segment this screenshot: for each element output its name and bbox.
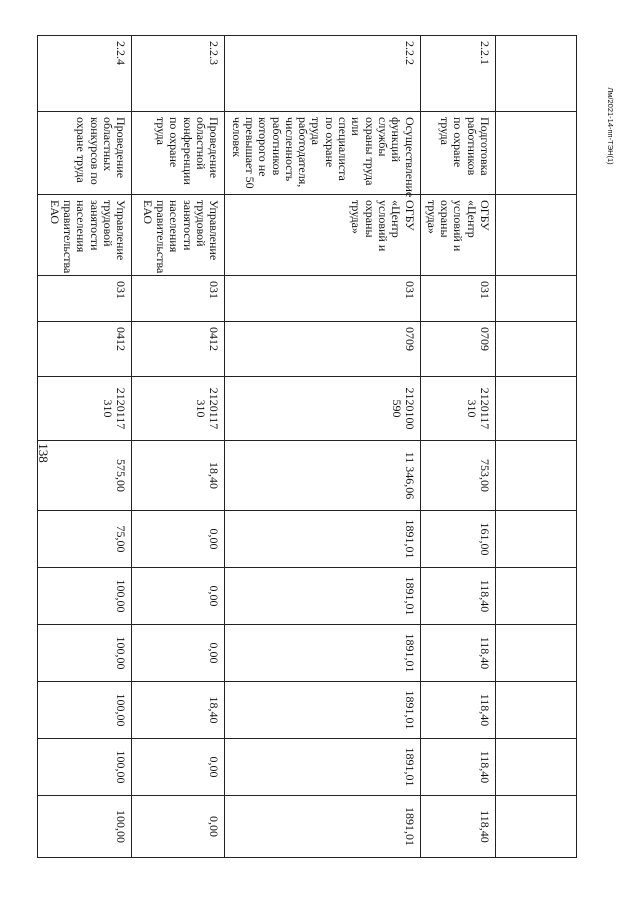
cell-value: 753,00 xyxy=(420,441,495,511)
cell-number xyxy=(496,36,577,112)
cell-value: 1891,01 xyxy=(225,739,420,796)
cell-value: 100,00 xyxy=(38,625,132,682)
cell-value: 1891,01 xyxy=(225,796,420,858)
cell-number: 2.2.2 xyxy=(225,36,420,112)
cell-number: 2.2.4 xyxy=(38,36,132,112)
cell-csr: 2120117 310 xyxy=(420,377,495,441)
cell-grbs: 031 xyxy=(132,276,225,322)
cell-value: 100,00 xyxy=(38,568,132,625)
table-row xyxy=(38,36,132,858)
table-row xyxy=(225,36,420,858)
cell-rz: 0412 xyxy=(38,322,132,377)
cell-value: 118,40 xyxy=(420,625,495,682)
cell-value: 1891,01 xyxy=(225,682,420,739)
cell-value: 100,00 xyxy=(38,796,132,858)
table-container xyxy=(47,35,577,857)
cell-grbs: 031 xyxy=(225,276,420,322)
cell-number: 2.2.3 xyxy=(132,36,225,112)
cell-executor: ОГБУ «Центр условий и охраны труда» xyxy=(420,195,495,276)
cell-value: 18,40 xyxy=(132,441,225,511)
cell-value: 1891,01 xyxy=(225,625,420,682)
document-code: Лм/2021-14-пп-ТЭН(1) xyxy=(606,87,615,165)
cell-value: 1891,01 xyxy=(225,568,420,625)
cell-name: Подготовка работников по охране труда xyxy=(420,112,495,195)
cell-value: 161,00 xyxy=(420,511,495,568)
cell-name: Проведение областных конкурсов по охране труда xyxy=(38,112,132,195)
cell-value: 0,00 xyxy=(132,625,225,682)
cell-csr xyxy=(496,377,577,441)
cell-rz xyxy=(496,322,577,377)
cell-name: Осуществление функций службы охраны труда или специалиста по охране труда работодателя, численность работников которого не превышает 50 человек xyxy=(225,112,420,195)
cell-csr: 2120117 310 xyxy=(38,377,132,441)
budget-table xyxy=(37,35,577,858)
cell-value: 118,40 xyxy=(420,796,495,858)
cell-value: 100,00 xyxy=(38,739,132,796)
table-row xyxy=(132,36,225,858)
table-row xyxy=(496,36,577,858)
cell-value xyxy=(496,511,577,568)
cell-value: 575,00 xyxy=(38,441,132,511)
cell-csr: 2120117 310 xyxy=(132,377,225,441)
cell-grbs: 031 xyxy=(38,276,132,322)
cell-name xyxy=(496,112,577,195)
cell-value: 100,00 xyxy=(38,682,132,739)
cell-value: 118,40 xyxy=(420,568,495,625)
cell-csr: 2120100 590 xyxy=(225,377,420,441)
cell-rz: 0412 xyxy=(132,322,225,377)
cell-value: 0,00 xyxy=(132,511,225,568)
cell-executor xyxy=(496,195,577,276)
cell-value: 75,00 xyxy=(38,511,132,568)
cell-executor: Управление трудовой занятости населения правительства ЕАО xyxy=(132,195,225,276)
cell-value xyxy=(496,796,577,858)
cell-value: 18,40 xyxy=(132,682,225,739)
cell-value: 11 346,06 xyxy=(225,441,420,511)
cell-value xyxy=(496,739,577,796)
cell-value: 1891,01 xyxy=(225,511,420,568)
cell-value xyxy=(496,441,577,511)
cell-value: 0,00 xyxy=(132,739,225,796)
cell-rz: 0709 xyxy=(420,322,495,377)
cell-executor: ОГБУ «Центр условий и охраны труда» xyxy=(225,195,420,276)
cell-name: Проведение областной конференции по охране труда xyxy=(132,112,225,195)
cell-grbs: 031 xyxy=(420,276,495,322)
cell-value: 118,40 xyxy=(420,682,495,739)
cell-value: 0,00 xyxy=(132,568,225,625)
table-row xyxy=(420,36,495,858)
cell-value xyxy=(496,568,577,625)
cell-value xyxy=(496,682,577,739)
cell-number: 2.2.1 xyxy=(420,36,495,112)
cell-executor: Управление трудовой занятости населения правительства ЕАО xyxy=(38,195,132,276)
cell-value: 118,40 xyxy=(420,739,495,796)
page-number: 138 xyxy=(36,443,51,463)
cell-rz: 0709 xyxy=(225,322,420,377)
cell-value xyxy=(496,625,577,682)
cell-grbs xyxy=(496,276,577,322)
cell-value: 0,00 xyxy=(132,796,225,858)
